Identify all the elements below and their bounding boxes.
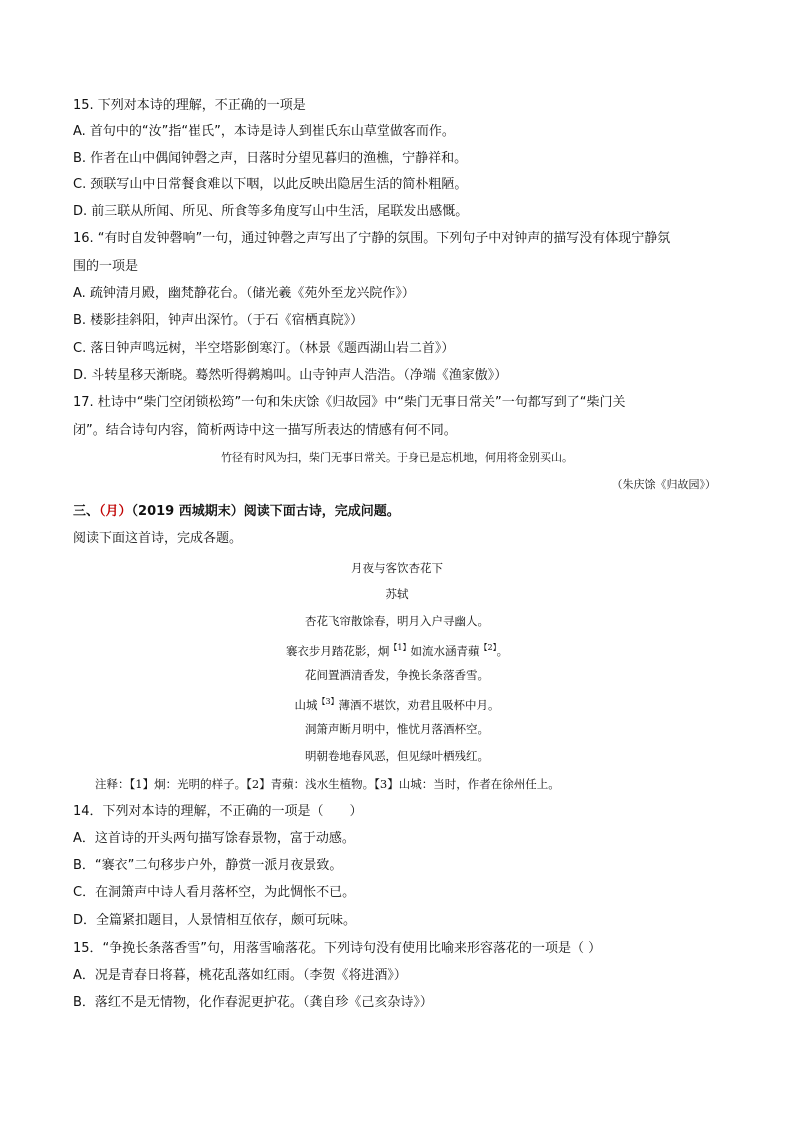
section-heading: [73, 503, 400, 521]
question-14-stem: 14．下列对本诗的理解，不正确的一项是（ ）: [73, 804, 363, 819]
poem-line-2: 褰衣步月踏花影，炯$^{【1】}$如流水涵青蘋$^{【2】}$。: [285, 643, 509, 658]
question-15b-option-a: A．况是青春日将暮，桃花乱落如红雨。（李贺《将进酒》）: [73, 968, 407, 983]
question-14-option-b: B．“褰衣”二句移步户外，静赏一派月夜景致。: [73, 858, 343, 873]
question-14-option-c: C．在洞箫声中诗人看月落杯空，为此惆怅不已。: [73, 885, 356, 900]
section-number: 三、: [73, 504, 100, 519]
question-15b-stem: 15．“争挽长条落香雪”句，用落雪喻落花。下列诗句没有使用比喻来形容落花的一项是（ ）: [73, 941, 602, 956]
footnote-1-marker: 【1】: [389, 643, 411, 652]
question-16-option-b: B. 楼影挂斜阳，钟声出深竹。（于石《宿栖真院》）: [73, 313, 364, 328]
question-15b-option-b: B．落红不是无情物，化作春泥更护花。（龚自珍《己亥杂诗》）: [73, 995, 433, 1010]
poem-line-6: 明朝卷地春风恶，但见绿叶栖残红。: [305, 749, 489, 763]
question-15-option-c: C. 颈联写山中日常餐食难以下咽，以此反映出隐居生活的简朴粗陋。: [73, 177, 468, 192]
question-15-option-d: D. 前三联从所闻、所见、所食等多角度写山中生活，尾联发出感慨。: [73, 204, 469, 219]
section-intro: 阅读下面这首诗，完成各题。: [73, 531, 243, 546]
question-14-option-d: D．全篇紧扣题目，人景情相互依存，颇可玩味。: [73, 913, 357, 928]
footnote-3-marker: 【3】: [317, 697, 339, 706]
question-16-option-d: D. 斗转星移天渐晓。蓦然听得鹈鴂叫。山寺钟声人浩浩。（净端《渔家傲》）: [73, 368, 508, 383]
question-17-line2: 闭”。结合诗句内容，简析两诗中这一描写所表达的情感有何不同。: [73, 423, 457, 438]
footnote-2-marker: 【2】: [479, 643, 497, 652]
poem-line-4: 山城$^{【3】}$薄酒不堪饮，劝君且吸杯中月。: [294, 697, 500, 712]
quote-poem: 竹径有时风为扫，柴门无事日常关。于身已是忘机地，何用将金别买山。: [221, 451, 573, 464]
question-17-line1: 17. 杜诗中“柴门空闭锁松筠”一句和朱庆馀《归故园》中“柴门无事日常关”一句都写到了“柴门关: [73, 395, 626, 410]
question-16-stem-line1: 16. “有时自发钟磬响”一句，通过钟磬之声写出了宁静的氛围。下列句子中对钟声的描写没有体现宁静氛: [73, 231, 671, 246]
poem-line-1: 杏花飞帘散馀春，明月入户寻幽人。: [305, 614, 489, 628]
question-16-option-c: C. 落日钟声鸣远树，半空塔影倒寒汀。（林景《题西湖山岩二首》）: [73, 341, 455, 356]
question-14-option-a: A．这首诗的开头两句描写馀春景物，富于动感。: [73, 831, 355, 846]
question-15-stem: 15. 下列对本诗的理解，不正确的一项是: [73, 98, 306, 113]
question-15-option-b: B. 作者在山中偶闻钟磬之声，日落时分望见暮归的渔樵，宁静祥和。: [73, 151, 468, 166]
poem-line-3: 花间置酒清香发，争挽长条落香雪。: [305, 668, 489, 682]
quote-source: （朱庆馀《归故园》）: [611, 478, 716, 491]
section-tag: （月）: [99, 504, 132, 519]
poem-title: 月夜与客饮杏花下: [351, 561, 443, 575]
poem-notes: 注释：【1】炯：光明的样子。【2】青蘋：浅水生植物。【3】山城：当时，作者在徐州任上。: [95, 777, 560, 791]
poem-author: 苏轼: [385, 587, 409, 601]
section-title: （2019 西城期末）阅读下面古诗，完成问题。: [131, 504, 400, 519]
question-15-option-a: A. 首句中的“汝”指“崔氏”，本诗是诗人到崔氏东山草堂做客而作。: [73, 124, 455, 139]
poem-line-5: 洞箫声断月明中，惟忧月落酒杯空。: [305, 722, 489, 736]
question-16-stem-line2: 围的一项是: [73, 259, 139, 274]
question-16-option-a: A. 疏钟清月殿，幽梵静花台。（储光羲《苑外至龙兴院作》）: [73, 286, 415, 301]
